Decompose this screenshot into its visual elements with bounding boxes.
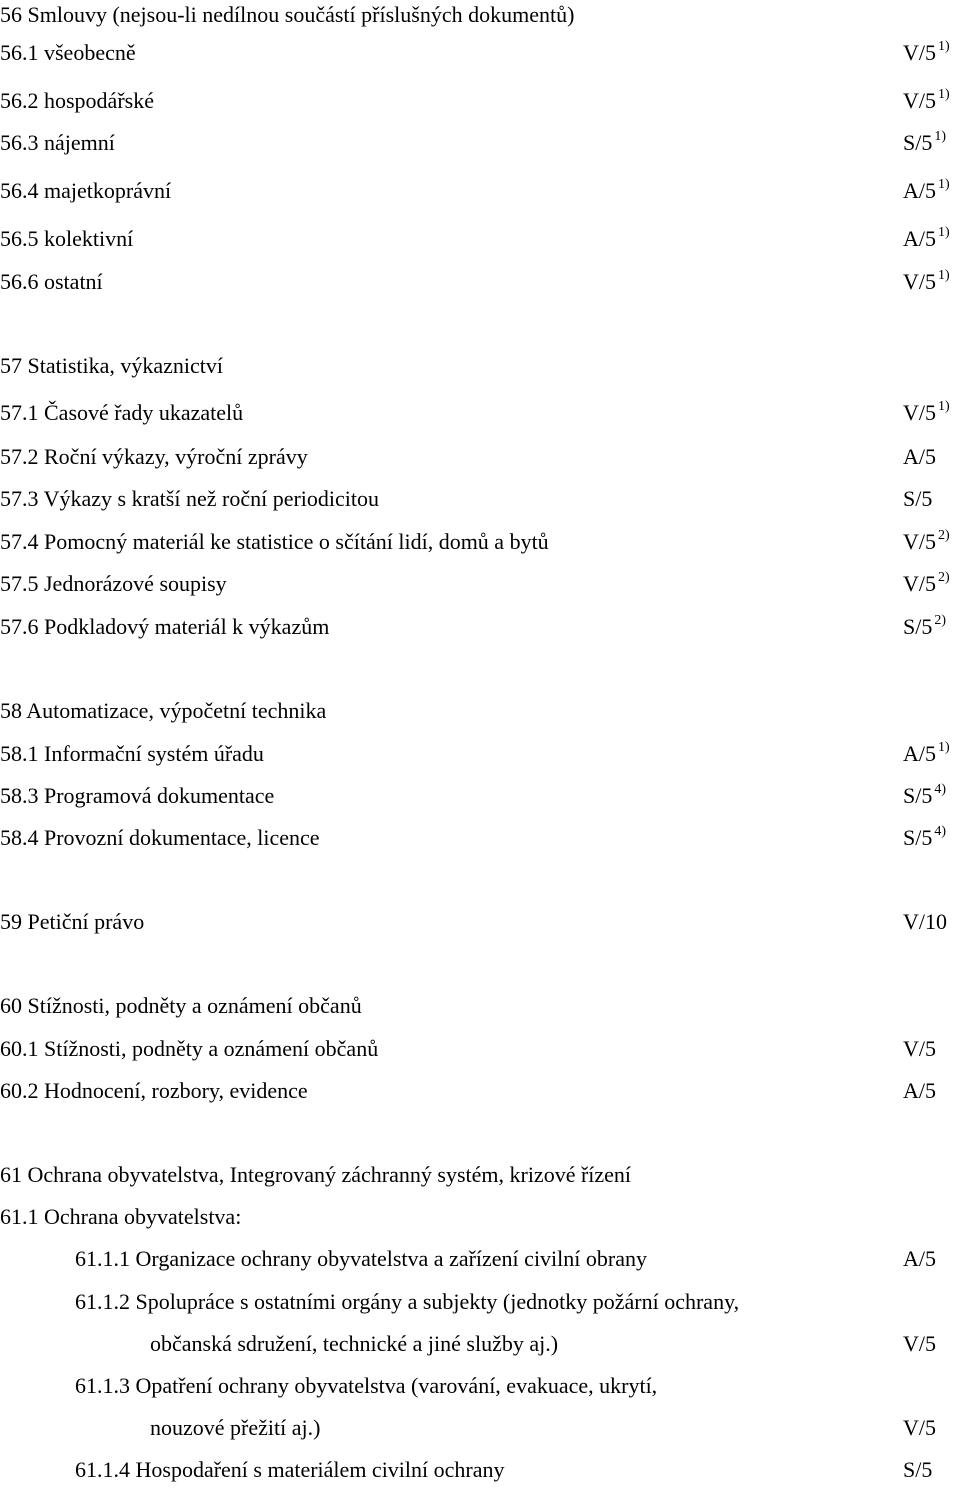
retention-code: V/5 <box>903 1036 936 1061</box>
retention-code: A/5 $^{1)}$ <box>903 740 950 766</box>
retention-code: S/5 $^{2)}$ <box>903 613 947 639</box>
list-item <box>0 224 960 254</box>
list-item <box>0 398 960 428</box>
row-label: 61 Ochrana obyvatelstva, Integrovaný záchranný systém, krizové řízení <box>0 1162 632 1187</box>
footnote-ref: 4) <box>934 782 947 797</box>
list-item <box>0 1076 960 1106</box>
retention-code: A/5 <box>903 444 936 469</box>
row-label: 56.3 nájemní <box>0 130 115 155</box>
retention-code: A/5 $^{1)}$ <box>903 225 950 251</box>
list-item-continuation <box>0 1329 960 1359</box>
retention-code: A/5 $^{1)}$ <box>903 177 950 203</box>
retention-code: A/5 <box>903 1078 936 1103</box>
list-item-continuation <box>0 1413 960 1443</box>
row-label: 56.6 ostatní <box>0 269 103 294</box>
row-label: 57 Statistika, výkaznictví <box>0 353 224 378</box>
footnote-ref: 2) <box>938 570 950 585</box>
retention-code: V/5 <box>903 1331 936 1356</box>
footnote-ref: 1) <box>938 225 950 240</box>
row-label: 58.3 Programová dokumentace <box>0 783 275 808</box>
row-label: 57.4 Pomocný materiál ke statistice o sčítání lidí, domů a bytů <box>0 529 549 554</box>
subsection-heading <box>0 1202 960 1232</box>
retention-code: V/5 $^{2)}$ <box>903 528 950 554</box>
section-heading <box>0 351 960 381</box>
row-label: 58 Automatizace, výpočetní technika <box>0 698 327 723</box>
retention-code: V/5 <box>903 1415 936 1440</box>
footnote-ref: 2) <box>938 528 950 543</box>
list-item <box>0 569 960 599</box>
footnote-ref: 1) <box>938 87 950 102</box>
row-label: 58.1 Informační systém úřadu <box>0 741 264 766</box>
list-item <box>0 128 960 158</box>
list-item <box>0 1244 960 1274</box>
retention-code: S/5 $^{1)}$ <box>903 129 947 155</box>
footnote-ref: 4) <box>934 824 947 839</box>
footnote-ref: 1) <box>938 268 950 283</box>
row-label: 57.5 Jednorázové soupisy <box>0 571 227 596</box>
row-label: 61.1 Ochrana obyvatelstva: <box>0 1204 242 1229</box>
row-label: 61.1.4 Hospodaření s materiálem civilní ochrany <box>75 1457 505 1482</box>
footnote-ref: 2) <box>934 613 947 628</box>
list-item <box>0 1455 960 1485</box>
section-heading <box>0 991 960 1021</box>
footnote-ref: 1) <box>938 177 950 192</box>
list-item <box>0 86 960 116</box>
row-label: 56 Smlouvy (nejsou-li nedílnou součástí příslušných dokumentů) <box>0 2 575 27</box>
row-label: 60.2 Hodnocení, rozbory, evidence <box>0 1078 308 1103</box>
list-item <box>0 823 960 853</box>
list-item <box>0 484 960 514</box>
row-label: 56.1 všeobecně <box>0 40 136 65</box>
row-label: 61.1.3 Opatření ochrany obyvatelstva (varování, evakuace, ukrytí, <box>75 1373 658 1398</box>
list-item <box>0 781 960 811</box>
retention-code: V/5 $^{1)}$ <box>903 87 950 113</box>
row-label: 56.5 kolektivní <box>0 226 134 251</box>
list-item <box>0 1287 960 1317</box>
footnote-ref: 1) <box>934 129 947 144</box>
section-heading <box>0 696 960 726</box>
section-heading <box>0 1160 960 1190</box>
row-label: 57.1 Časové řady ukazatelů <box>0 400 244 425</box>
row-label: 61.1.1 Organizace ochrany obyvatelstva a zařízení civilní obrany <box>75 1246 647 1271</box>
list-item <box>0 907 960 937</box>
list-item <box>0 527 960 557</box>
row-label: 61.1.2 Spolupráce s ostatními orgány a subjekty (jednotky požární ochrany, <box>75 1289 740 1314</box>
row-label: 56.2 hospodářské <box>0 88 154 113</box>
list-item <box>0 1034 960 1064</box>
row-label: 58.4 Provozní dokumentace, licence <box>0 825 320 850</box>
list-item <box>0 1371 960 1401</box>
row-label: občanská sdružení, technické a jiné služby aj.) <box>150 1331 559 1356</box>
retention-code: V/10 <box>903 909 947 934</box>
list-item <box>0 267 960 297</box>
section-heading <box>0 0 960 30</box>
list-item <box>0 442 960 472</box>
row-label: 60.1 Stížnosti, podněty a oznámení občanů <box>0 1036 379 1061</box>
retention-code: V/5 $^{1)}$ <box>903 39 950 65</box>
retention-code: V/5 $^{1)}$ <box>903 399 950 425</box>
row-label: 60 Stížnosti, podněty a oznámení občanů <box>0 993 362 1018</box>
row-label: 57.6 Podkladový materiál k výkazům <box>0 614 330 639</box>
retention-code: S/5 $^{4)}$ <box>903 782 947 808</box>
retention-code: V/5 $^{1)}$ <box>903 268 950 294</box>
list-item <box>0 176 960 206</box>
row-label: 56.4 majetkoprávní <box>0 178 172 203</box>
row-label: 59 Petiční právo <box>0 909 145 934</box>
row-label: 57.3 Výkazy s kratší než roční periodicitou <box>0 486 379 511</box>
footnote-ref: 1) <box>938 740 950 755</box>
list-item <box>0 38 960 68</box>
retention-code: S/5 <box>903 1457 933 1482</box>
list-item <box>0 739 960 769</box>
retention-code: A/5 <box>903 1246 936 1271</box>
retention-code: S/5 <box>903 486 933 511</box>
footnote-ref: 1) <box>938 39 950 54</box>
retention-code: V/5 $^{2)}$ <box>903 570 950 596</box>
retention-code: S/5 $^{4)}$ <box>903 824 947 850</box>
list-item <box>0 612 960 642</box>
footnote-ref: 1) <box>938 399 950 414</box>
row-label: nouzové přežití aj.) <box>150 1415 321 1440</box>
row-label: 57.2 Roční výkazy, výroční zprávy <box>0 444 308 469</box>
